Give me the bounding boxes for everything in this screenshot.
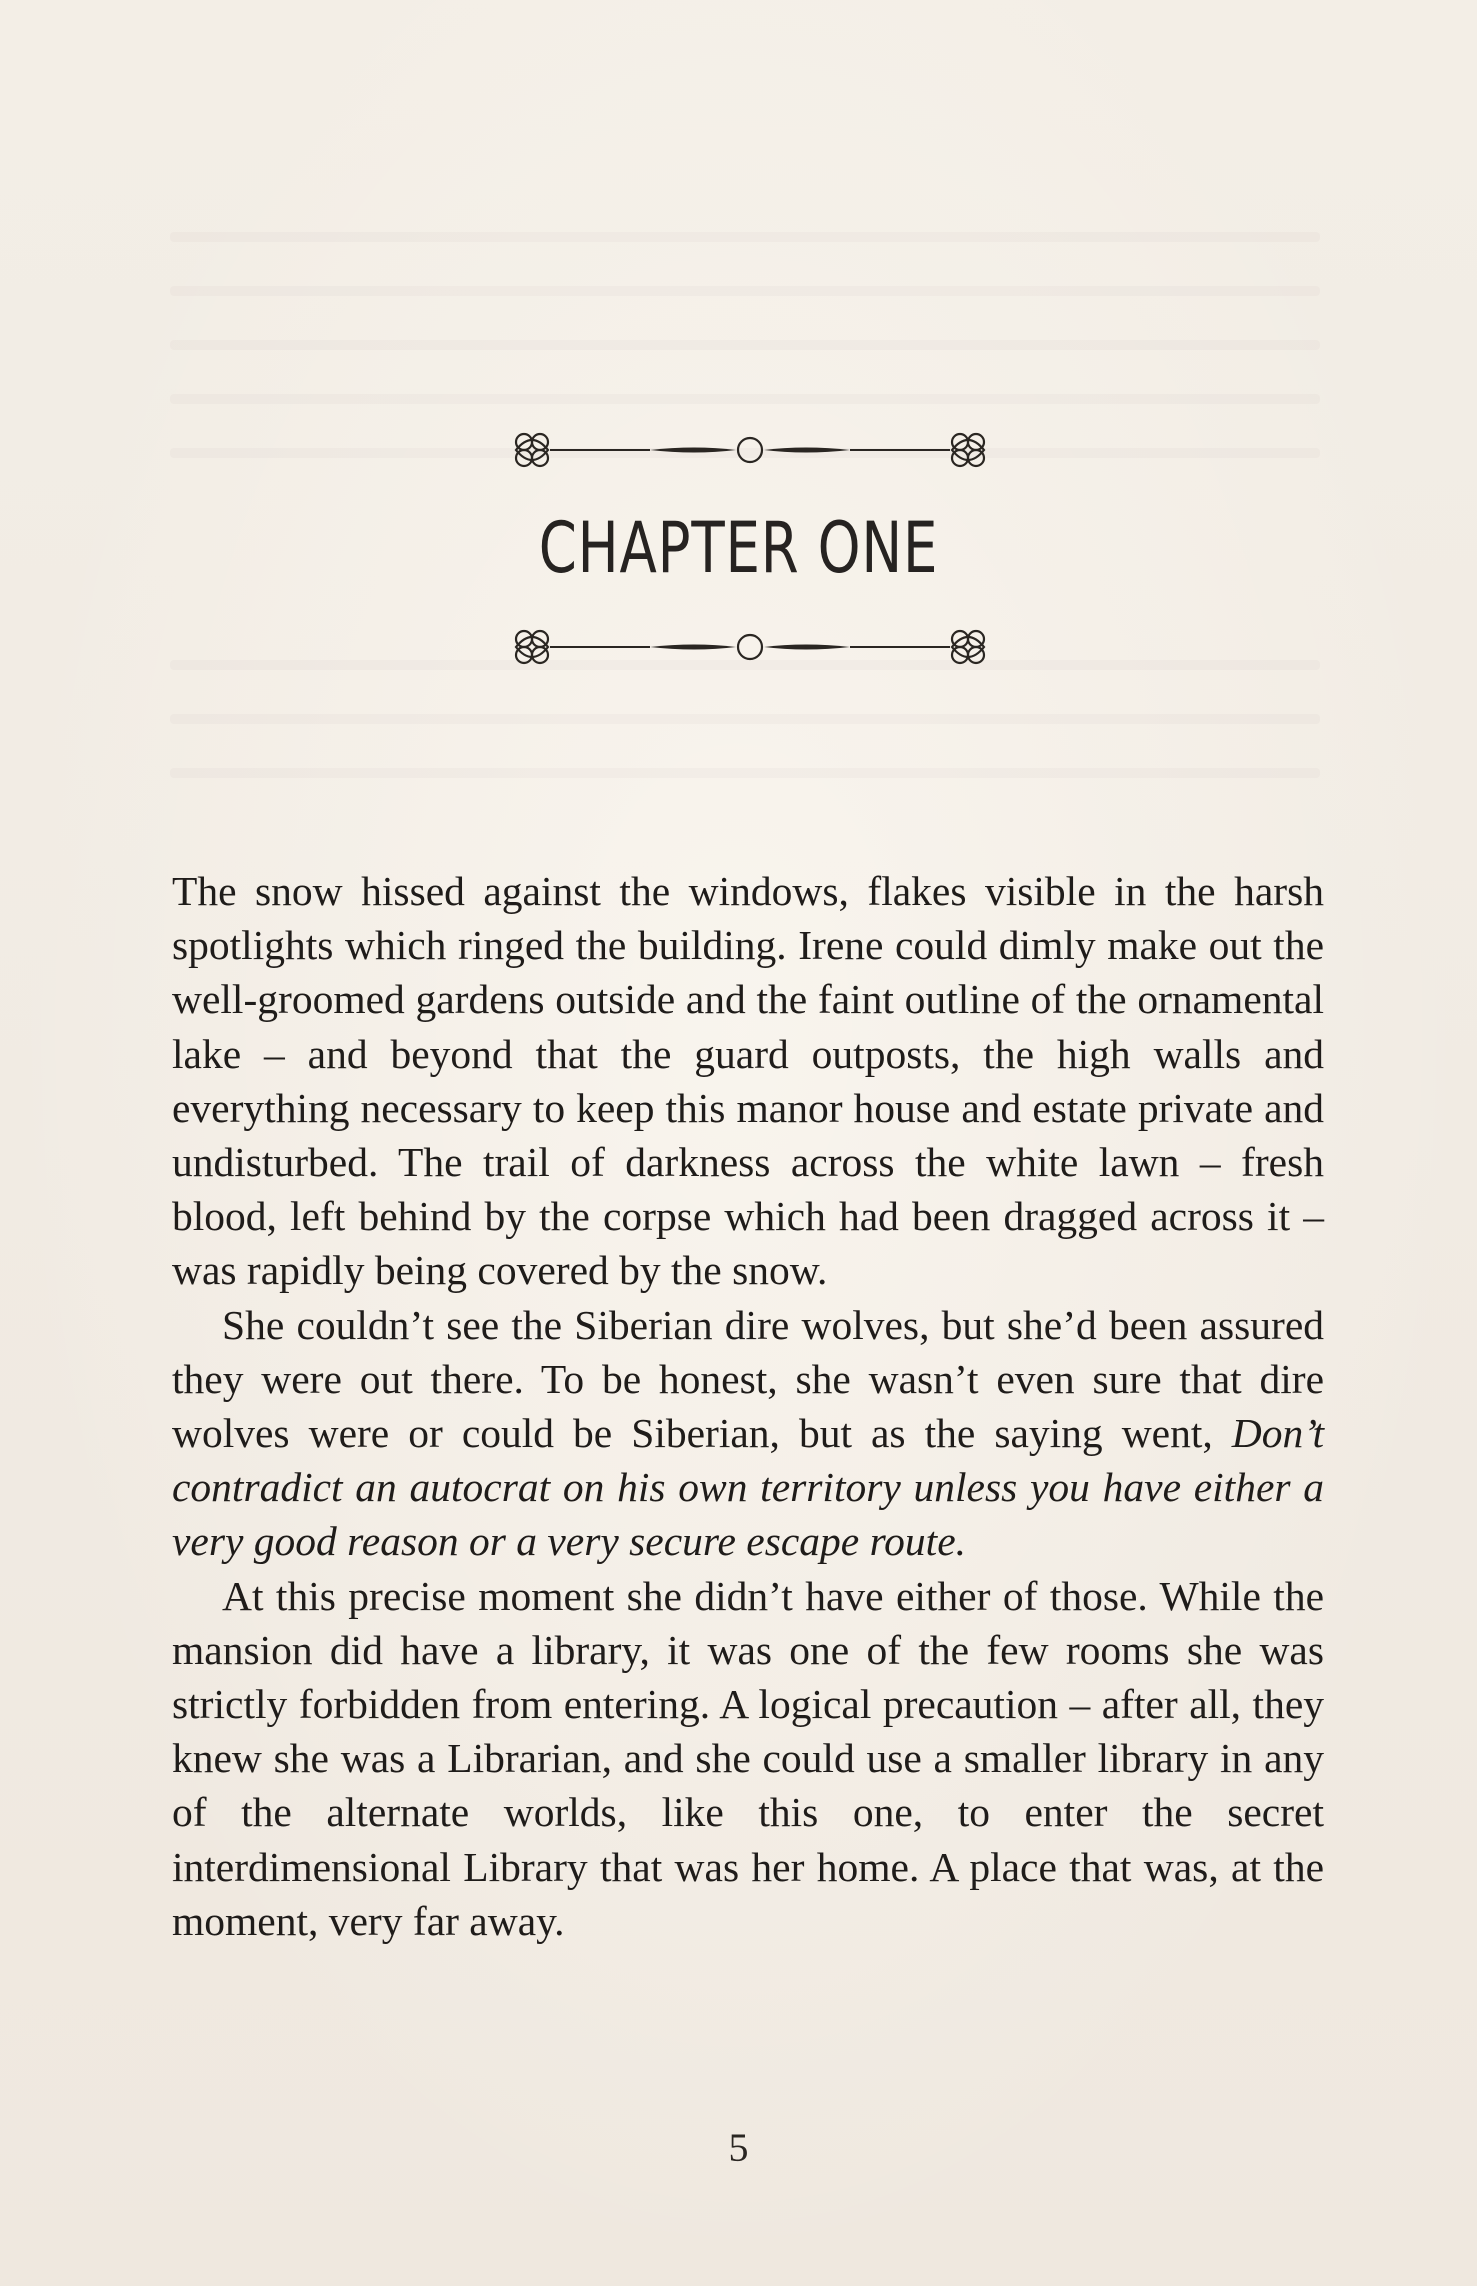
show-through-line bbox=[170, 394, 1320, 404]
show-through-line bbox=[170, 768, 1320, 778]
show-through-line bbox=[170, 340, 1320, 350]
paragraph-1: The snow hissed against the windows, flakes visible in the harsh spotlights which ringed the building. Irene could dimly make out the well-groomed gardens outside and the faint outline of the ornamental lake – and beyond that the guard outposts, the high walls and everything necessary to keep this manor house and estate private and undisturbed. The trail of darkness across the white lawn – fresh blood, left behind by the corpse which had been dragged across it – was rapidly being covered by the snow. bbox=[172, 868, 1324, 1294]
ornament-divider-bottom-icon bbox=[500, 617, 1000, 677]
paragraph-2 bbox=[172, 1298, 1324, 1569]
chapter-body bbox=[172, 864, 1324, 1948]
paragraph-2-text: She couldn’t see the Siberian dire wolves, but she’d been assured they were out there. To be honest, she wasn’t even sure that dire wolves were or could be Siberian, but as the saying went, bbox=[172, 1301, 1324, 1457]
paragraph-3: At this precise moment she didn’t have either of those. While the mansion did have a library, it was one of the few rooms she was strictly forbidden from entering. A logical precaution – after all, they knew she was a Librarian, and she could use a smaller library in any of the alternate worlds, like this one, to enter the secret interdimensional Library that was her home. A place that was, at the moment, very far away. bbox=[172, 1572, 1324, 1944]
chapter-title: CHAPTER ONE bbox=[538, 507, 939, 589]
page-number: 5 bbox=[728, 2125, 749, 2170]
ornament-divider-top-icon bbox=[500, 420, 1000, 480]
show-through-line bbox=[170, 714, 1320, 724]
show-through-line bbox=[170, 232, 1320, 242]
paragraph-2-italic-saying: Don’t contradict an autocrat on his own territory unless you have either a very good reason or a very secure escape route. bbox=[172, 1410, 1324, 1565]
show-through-line bbox=[170, 286, 1320, 296]
